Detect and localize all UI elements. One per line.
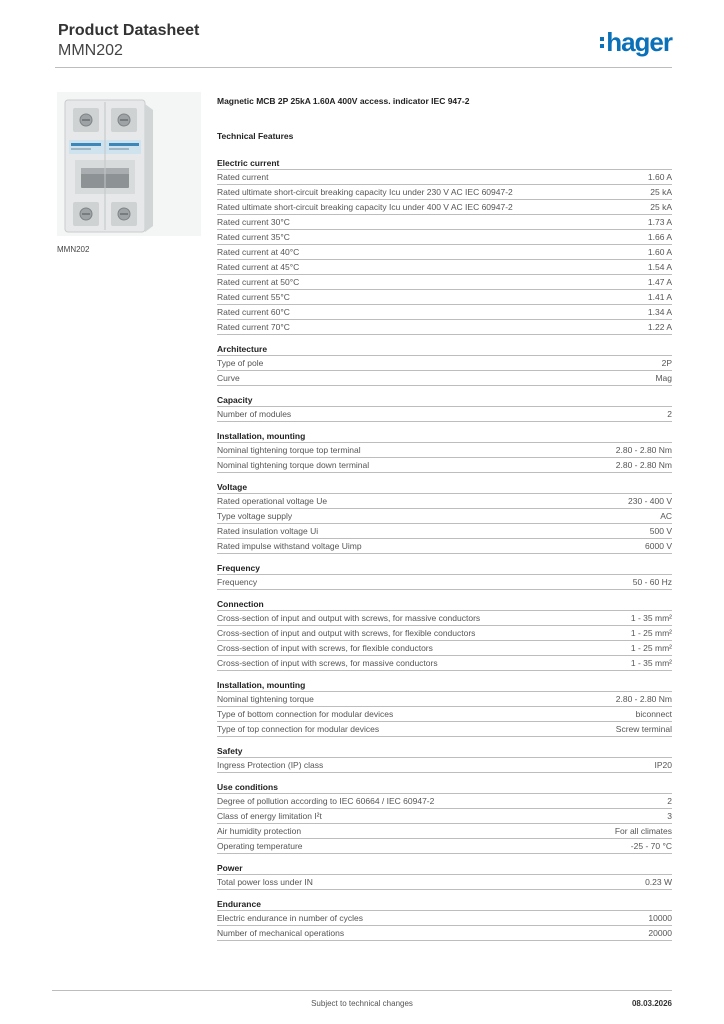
spec-row bbox=[217, 911, 672, 926]
spec-row bbox=[217, 260, 672, 275]
spec-value: 50 - 60 Hz bbox=[632, 577, 672, 587]
feature-section bbox=[217, 745, 672, 773]
section-title: Architecture bbox=[217, 343, 672, 356]
spec-row bbox=[217, 170, 672, 185]
spec-row bbox=[217, 443, 672, 458]
spec-value: 500 V bbox=[649, 526, 672, 536]
spec-value: 2.80 - 2.80 Nm bbox=[615, 445, 672, 455]
footer-date: 08.03.2026 bbox=[631, 999, 672, 1008]
spec-label: Type of pole bbox=[217, 358, 264, 368]
spec-row bbox=[217, 245, 672, 260]
spec-row bbox=[217, 839, 672, 854]
spec-label: Rated current 35°C bbox=[217, 232, 290, 242]
spec-label: Type voltage supply bbox=[217, 511, 293, 521]
spec-row bbox=[217, 458, 672, 473]
spec-value: 1.73 A bbox=[647, 217, 672, 227]
spec-label: Number of mechanical operations bbox=[217, 928, 345, 938]
spec-label: Nominal tightening torque top terminal bbox=[217, 445, 361, 455]
spec-row bbox=[217, 320, 672, 335]
circuit-breaker-icon bbox=[57, 92, 201, 236]
section-title: Capacity bbox=[217, 394, 672, 407]
spec-value: 2P bbox=[661, 358, 672, 368]
spec-value: 1 - 25 mm² bbox=[630, 628, 672, 638]
spec-row bbox=[217, 824, 672, 839]
feature-section bbox=[217, 343, 672, 386]
spec-row bbox=[217, 692, 672, 707]
feature-section bbox=[217, 781, 672, 854]
spec-label: Rated current at 40°C bbox=[217, 247, 300, 257]
spec-row bbox=[217, 707, 672, 722]
feature-section bbox=[217, 562, 672, 590]
spec-row bbox=[217, 200, 672, 215]
spec-row bbox=[217, 809, 672, 824]
section-title: Connection bbox=[217, 598, 672, 611]
spec-label: Rated current 70°C bbox=[217, 322, 290, 332]
spec-value: 20000 bbox=[648, 928, 672, 938]
spec-value: 25 kA bbox=[650, 187, 672, 197]
spec-row bbox=[217, 794, 672, 809]
feature-section bbox=[217, 862, 672, 890]
spec-label: Air humidity protection bbox=[217, 826, 302, 836]
spec-value: 2 bbox=[667, 409, 672, 419]
logo-dots-icon bbox=[600, 37, 604, 48]
spec-value: IP20 bbox=[654, 760, 672, 770]
spec-label: Rated current 30°C bbox=[217, 217, 290, 227]
spec-value: 3 bbox=[667, 811, 672, 821]
spec-value: 25 kA bbox=[650, 202, 672, 212]
product-image bbox=[57, 92, 201, 236]
spec-label: Rated current at 50°C bbox=[217, 277, 300, 287]
feature-section bbox=[217, 898, 672, 941]
spec-value: 1.60 A bbox=[647, 172, 672, 182]
spec-value: 2 bbox=[667, 796, 672, 806]
header-divider bbox=[55, 67, 672, 68]
product-image-caption: MMN202 bbox=[57, 245, 90, 254]
spec-row bbox=[217, 539, 672, 554]
spec-row bbox=[217, 305, 672, 320]
spec-label: Rated insulation voltage Ui bbox=[217, 526, 319, 536]
spec-row bbox=[217, 722, 672, 737]
logo-text: hager bbox=[606, 27, 672, 57]
feature-section bbox=[217, 598, 672, 671]
datasheet-content bbox=[217, 96, 672, 949]
spec-label: Rated current bbox=[217, 172, 269, 182]
spec-value: For all climates bbox=[614, 826, 672, 836]
section-title: Safety bbox=[217, 745, 672, 758]
spec-row bbox=[217, 371, 672, 386]
spec-row bbox=[217, 641, 672, 656]
spec-label: Rated current 55°C bbox=[217, 292, 290, 302]
section-title: Power bbox=[217, 862, 672, 875]
feature-sections bbox=[217, 157, 672, 941]
spec-row bbox=[217, 356, 672, 371]
spec-label: Number of modules bbox=[217, 409, 292, 419]
spec-label: Nominal tightening torque bbox=[217, 694, 314, 704]
spec-value: biconnect bbox=[635, 709, 672, 719]
section-title: Frequency bbox=[217, 562, 672, 575]
section-title: Endurance bbox=[217, 898, 672, 911]
spec-label: Operating temperature bbox=[217, 841, 303, 851]
feature-section bbox=[217, 430, 672, 473]
spec-value: -25 - 70 °C bbox=[630, 841, 672, 851]
spec-label: Cross-section of input with screws, for flexible conductors bbox=[217, 643, 433, 653]
spec-value: 230 - 400 V bbox=[628, 496, 672, 506]
spec-label: Type of top connection for modular devices bbox=[217, 724, 380, 734]
spec-row bbox=[217, 509, 672, 524]
spec-value: 1.41 A bbox=[647, 292, 672, 302]
footer-note: Subject to technical changes bbox=[311, 999, 413, 1008]
spec-value: 2.80 - 2.80 Nm bbox=[615, 460, 672, 470]
spec-value: 1.66 A bbox=[647, 232, 672, 242]
spec-value: 1 - 25 mm² bbox=[630, 643, 672, 653]
spec-value: 10000 bbox=[648, 913, 672, 923]
spec-label: Total power loss under IN bbox=[217, 877, 313, 887]
feature-section bbox=[217, 394, 672, 422]
page-subtitle: MMN202 bbox=[58, 42, 123, 59]
spec-row bbox=[217, 524, 672, 539]
spec-value: 1.22 A bbox=[647, 322, 672, 332]
section-title: Electric current bbox=[217, 157, 672, 170]
technical-features-title: Technical Features bbox=[217, 131, 294, 141]
spec-label: Cross-section of input and output with screws, for massive conductors bbox=[217, 613, 481, 623]
spec-row bbox=[217, 875, 672, 890]
spec-row bbox=[217, 926, 672, 941]
spec-label: Rated ultimate short-circuit breaking capacity Icu under 400 V AC IEC 60947-2 bbox=[217, 202, 513, 212]
spec-row bbox=[217, 626, 672, 641]
spec-row bbox=[217, 290, 672, 305]
spec-label: Rated current at 45°C bbox=[217, 262, 300, 272]
spec-label: Cross-section of input and output with screws, for flexible conductors bbox=[217, 628, 476, 638]
spec-label: Rated impulse withstand voltage Uimp bbox=[217, 541, 362, 551]
spec-row bbox=[217, 611, 672, 626]
spec-label: Nominal tightening torque down terminal bbox=[217, 460, 370, 470]
page-header bbox=[58, 20, 674, 70]
product-description: Magnetic MCB 2P 25kA 1.60A 400V access. indicator IEC 947-2 bbox=[217, 96, 470, 106]
spec-row bbox=[217, 494, 672, 509]
spec-value: 1.54 A bbox=[647, 262, 672, 272]
spec-label: Frequency bbox=[217, 577, 258, 587]
spec-label: Cross-section of input with screws, for massive conductors bbox=[217, 658, 438, 668]
section-title: Installation, mounting bbox=[217, 679, 672, 692]
spec-value: 0.23 W bbox=[645, 877, 672, 887]
spec-label: Type of bottom connection for modular devices bbox=[217, 709, 394, 719]
spec-row bbox=[217, 575, 672, 590]
spec-row bbox=[217, 230, 672, 245]
spec-row bbox=[217, 275, 672, 290]
spec-value: 1.34 A bbox=[647, 307, 672, 317]
spec-label: Class of energy limitation I²t bbox=[217, 811, 322, 821]
spec-value: 1.60 A bbox=[647, 247, 672, 257]
spec-label: Curve bbox=[217, 373, 240, 383]
feature-section bbox=[217, 157, 672, 335]
feature-section bbox=[217, 679, 672, 737]
spec-value: 1 - 35 mm² bbox=[630, 613, 672, 623]
spec-label: Ingress Protection (IP) class bbox=[217, 760, 324, 770]
spec-value: 1.47 A bbox=[647, 277, 672, 287]
spec-row bbox=[217, 656, 672, 671]
spec-label: Rated operational voltage Ue bbox=[217, 496, 328, 506]
spec-label: Electric endurance in number of cycles bbox=[217, 913, 363, 923]
footer-divider bbox=[52, 990, 672, 991]
spec-value: Screw terminal bbox=[615, 724, 672, 734]
section-title: Installation, mounting bbox=[217, 430, 672, 443]
page-title: Product Datasheet bbox=[58, 22, 200, 39]
spec-row bbox=[217, 407, 672, 422]
section-title: Voltage bbox=[217, 481, 672, 494]
hager-logo bbox=[600, 26, 672, 58]
spec-value: 6000 V bbox=[645, 541, 672, 551]
spec-row bbox=[217, 758, 672, 773]
spec-row bbox=[217, 215, 672, 230]
spec-value: 1 - 35 mm² bbox=[630, 658, 672, 668]
spec-label: Rated ultimate short-circuit breaking capacity Icu under 230 V AC IEC 60947-2 bbox=[217, 187, 513, 197]
section-title: Use conditions bbox=[217, 781, 672, 794]
spec-value: Mag bbox=[655, 373, 672, 383]
spec-label: Degree of pollution according to IEC 60664 / IEC 60947-2 bbox=[217, 796, 435, 806]
feature-section bbox=[217, 481, 672, 554]
spec-row bbox=[217, 185, 672, 200]
spec-value: AC bbox=[660, 511, 672, 521]
spec-value: 2.80 - 2.80 Nm bbox=[615, 694, 672, 704]
spec-label: Rated current 60°C bbox=[217, 307, 290, 317]
